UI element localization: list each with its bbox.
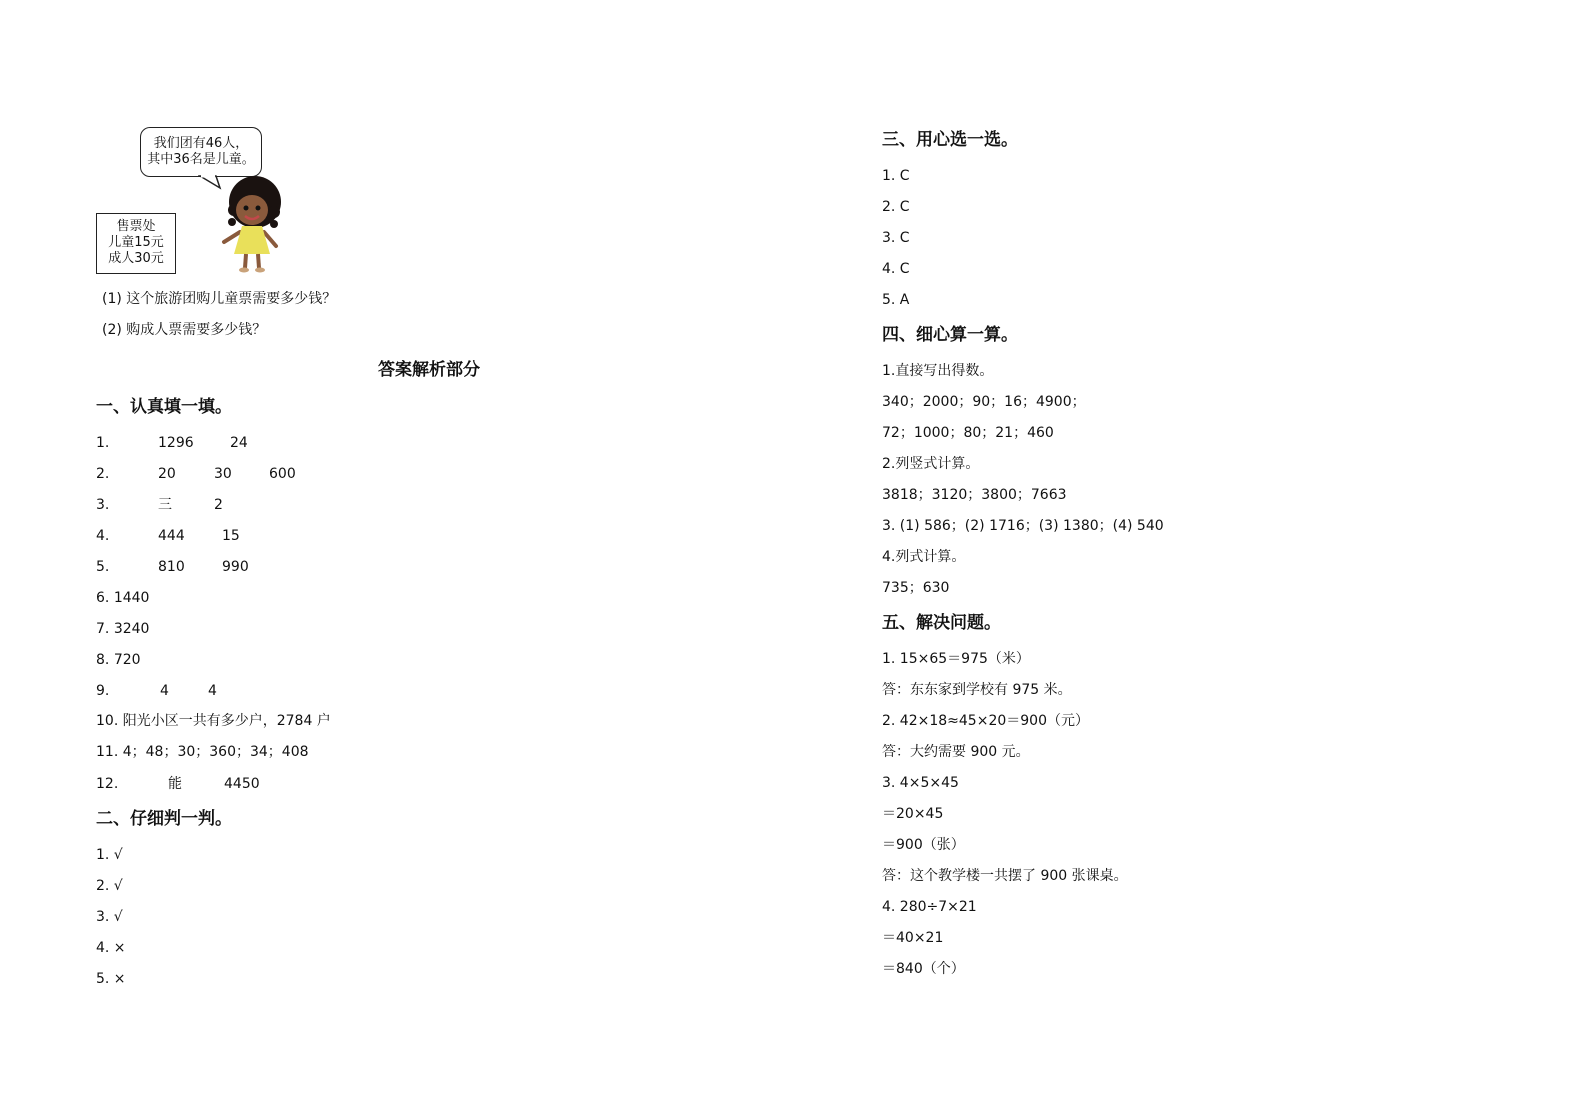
list-item: 3818；3120；3800；7663 xyxy=(882,487,1067,503)
section1-heading: 一、认真填一填。 xyxy=(96,397,232,417)
list-item: 340；2000；90；16；4900； xyxy=(882,394,1086,410)
girl-illustration-icon xyxy=(212,170,292,275)
question-2: (2) 购成人票需要多少钱？ xyxy=(102,322,267,338)
list-item: 1. C xyxy=(882,168,910,184)
list-item: 2. √ xyxy=(96,878,123,894)
list-item: ＝900（张） xyxy=(882,837,965,853)
list-item: 72；1000；80；21；460 xyxy=(882,425,1054,441)
list-item: 3. 4×5×45 xyxy=(882,775,959,791)
list-item: 5. × xyxy=(96,971,126,987)
ticket-line-2: 儿童15元 xyxy=(108,235,164,250)
list-item: 3. (1) 586；(2) 1716；(3) 1380；(4) 540 xyxy=(882,518,1164,534)
list-item: ＝40×21 xyxy=(882,930,944,946)
list-item: 1.直接写出得数。 xyxy=(882,363,994,379)
section2-heading: 二、仔细判一判。 xyxy=(96,809,232,829)
list-item: 735；630 xyxy=(882,580,950,596)
list-item: 7. 3240 xyxy=(96,621,150,637)
answer-title: 答案解析部分 xyxy=(378,360,480,380)
list-item: 3. √ xyxy=(96,909,123,925)
list-item: 3. C xyxy=(882,230,910,246)
list-item: 4.列式计算。 xyxy=(882,549,966,565)
list-item: 10. 阳光小区一共有多少户，2784 户 xyxy=(96,713,331,729)
list-item: 4. × xyxy=(96,940,126,956)
bubble-line-1: 我们团有46人， xyxy=(153,136,249,151)
ticket-office-sign xyxy=(96,213,176,274)
ticket-line-3: 成人30元 xyxy=(108,251,164,266)
list-item: 2. 42×18≈45×20＝900（元） xyxy=(882,713,1089,729)
list-item: 5. A xyxy=(882,292,910,308)
list-item: ＝840（个） xyxy=(882,961,965,977)
list-item: 2.列竖式计算。 xyxy=(882,456,980,472)
list-item: 答：大约需要 900 元。 xyxy=(882,744,1030,760)
list-item: 1. 15×65＝975（米） xyxy=(882,651,1030,667)
list-item: 2. C xyxy=(882,199,910,215)
list-item: 4. C xyxy=(882,261,910,277)
list-item: ＝20×45 xyxy=(882,806,944,822)
question-1: (1) 这个旅游团购儿童票需要多少钱？ xyxy=(102,291,337,307)
section3-heading: 三、用心选一选。 xyxy=(882,130,1018,150)
list-item: 6. 1440 xyxy=(96,590,150,606)
list-item: 答：这个教学楼一共摆了 900 张课桌。 xyxy=(882,868,1128,884)
section4-heading: 四、细心算一算。 xyxy=(882,325,1018,345)
list-item: 4. 280÷7×21 xyxy=(882,899,977,915)
list-item: 答：东东家到学校有 975 米。 xyxy=(882,682,1072,698)
list-item: 11. 4；48；30；360；34；408 xyxy=(96,744,309,760)
ticket-line-1: 售票处 xyxy=(116,219,156,234)
bubble-line-2: 其中36名是儿童。 xyxy=(147,152,255,167)
list-item: 1. √ xyxy=(96,847,123,863)
section5-heading: 五、解决问题。 xyxy=(882,613,1001,633)
list-item: 8. 720 xyxy=(96,652,141,668)
